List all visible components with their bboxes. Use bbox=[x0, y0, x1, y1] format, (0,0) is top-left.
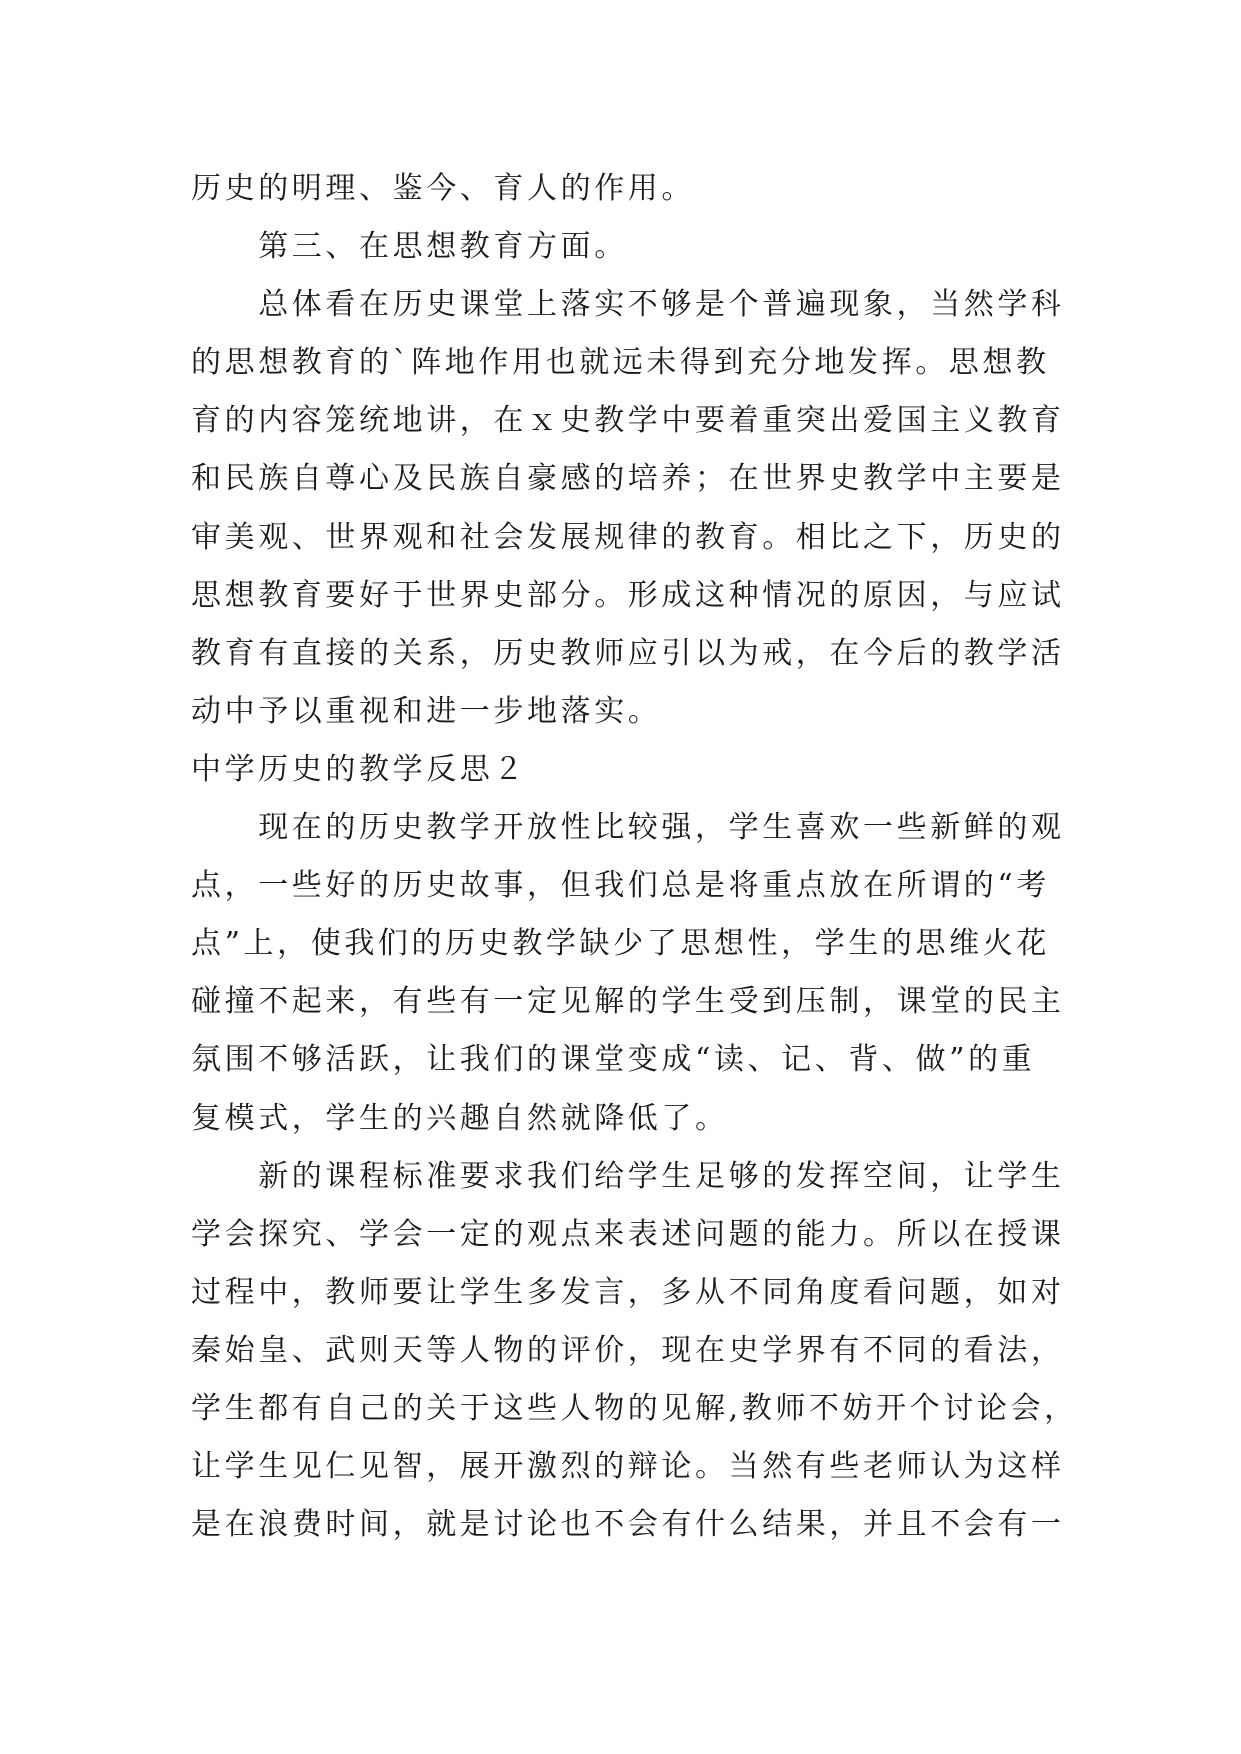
text-line: 学会探究、学会一定的观点来表述问题的能力。所以在授课 bbox=[191, 1216, 1065, 1252]
text-line: 审美观、世界观和社会发展规律的教育。相比之下，历史的 bbox=[191, 519, 1065, 555]
text-line: 的思想教育的`阵地作用也就远未得到充分地发挥。思想教 bbox=[191, 345, 1050, 381]
text-line: 总体看在历史课堂上落实不够是个普遍现象，当然学科 bbox=[191, 287, 1065, 323]
text-line: 新的课程标准要求我们给学生足够的发挥空间，让学生 bbox=[191, 1158, 1065, 1194]
text-line: 是在浪费时间，就是讨论也不会有什么结果，并且不会有一 bbox=[191, 1507, 1065, 1543]
article-title: 中学历史的教学反思２ bbox=[191, 751, 527, 787]
text-line: 和民族自尊心及民族自豪感的培养；在世界史教学中主要是 bbox=[191, 461, 1065, 497]
text-line: 教育有直接的关系，历史教师应引以为戒，在今后的教学活 bbox=[191, 635, 1065, 671]
text-line: 碰撞不起来，有些有一定见解的学生受到压制，课堂的民主 bbox=[191, 984, 1065, 1020]
text-line: 历史的明理、鉴今、育人的作用。 bbox=[191, 171, 695, 206]
text-line: 思想教育要好于世界史部分。形成这种情况的原因，与应试 bbox=[191, 577, 1065, 613]
text-line: 秦始皇、武则天等人物的评价，现在史学界有不同的看法， bbox=[191, 1332, 1065, 1368]
text-line: 现在的历史教学开放性比较强，学生喜欢一些新鲜的观 bbox=[191, 810, 1065, 846]
text-line: 学生都有自己的关于这些人物的见解,教师不妨开个讨论会， bbox=[191, 1390, 1078, 1426]
text-line: 氛围不够活跃，让我们的课堂变成“读、记、背、做”的重 bbox=[191, 1042, 1036, 1078]
text-line: 让学生见仁见智，展开激烈的辩论。当然有些老师认为这样 bbox=[191, 1449, 1065, 1485]
section-heading: 第三、在思想教育方面。 bbox=[191, 229, 628, 265]
text-line: 育的内容笼统地讲，在ｘ史教学中要着重突出爱国主义教育 bbox=[191, 403, 1065, 439]
text-line: 过程中，教师要让学生多发言，多从不同角度看问题，如对 bbox=[191, 1274, 1065, 1310]
text-line: 动中予以重视和进一步地落实。 bbox=[191, 693, 662, 729]
text-line: 复模式，学生的兴趣自然就降低了。 bbox=[191, 1100, 729, 1136]
text-line: 点”上，使我们的历史教学缺少了思想性，学生的思维火花 bbox=[191, 926, 1050, 962]
document-body bbox=[191, 160, 1078, 1554]
text-line: 点，一些好的历史故事，但我们总是将重点放在所谓的“考 bbox=[191, 868, 1050, 904]
